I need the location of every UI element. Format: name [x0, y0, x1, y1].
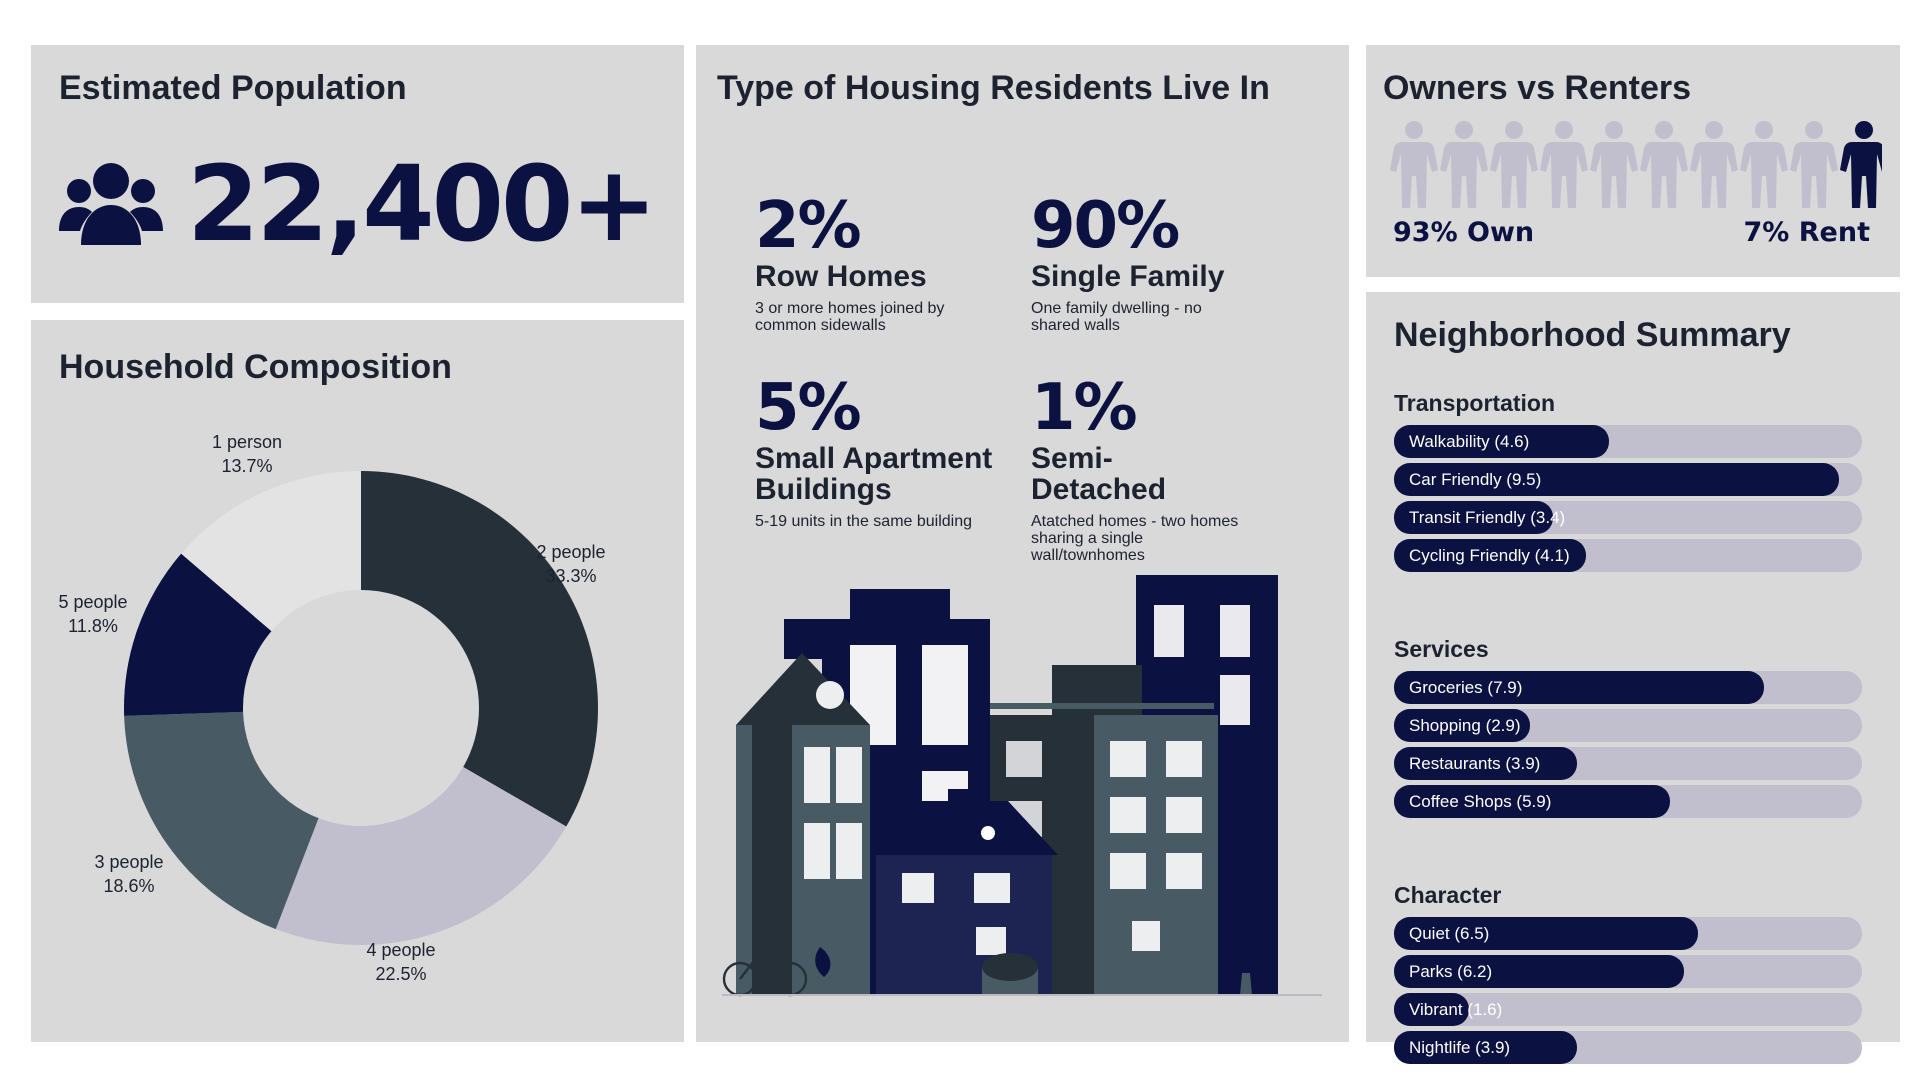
person-icon	[1390, 121, 1438, 208]
donut-label-name: 2 people	[536, 542, 606, 562]
housing-stat-description: 3 or more homes joined by common sidewalls	[755, 300, 945, 334]
housing-stat-percent: 1%	[1031, 371, 1136, 445]
score-bar-label: Vibrant (1.6)	[1409, 1000, 1503, 1019]
rent-percentage-label: 7% Rent	[1743, 217, 1870, 248]
household-composition-title: Household Composition	[59, 348, 452, 386]
score-bar-label: Nightlife (3.9)	[1409, 1038, 1511, 1057]
person-icon	[1490, 121, 1538, 208]
neighborhood-summary-title: Neighborhood Summary	[1394, 316, 1791, 354]
housing-stat-name: Semi- Detached	[1031, 442, 1167, 506]
score-bar-label: Coffee Shops (5.9)	[1409, 792, 1552, 811]
household-donut-chart	[31, 320, 684, 1042]
score-bar	[1394, 671, 1862, 704]
housing-stat-small-apartments	[755, 371, 1000, 530]
donut-label-3-people	[69, 850, 189, 898]
housing-stat-name: Single Family	[1031, 260, 1225, 293]
person-icon	[1690, 121, 1738, 208]
donut-label-value: 13.7%	[221, 456, 273, 476]
donut-label-name: 3 people	[94, 852, 164, 872]
donut-label-4-people	[341, 938, 461, 986]
category-title: Character	[1394, 882, 1502, 908]
person-icon	[1790, 121, 1838, 208]
score-bar	[1394, 501, 1862, 534]
housing-stat-name: Small Apartment Buildings	[755, 442, 993, 506]
people-group-icon	[59, 161, 163, 245]
person-icon	[1640, 121, 1688, 208]
score-bar-label: Quiet (6.5)	[1409, 924, 1490, 943]
score-bar	[1394, 747, 1862, 780]
housing-stat-name: Row Homes	[755, 260, 927, 293]
donut-label-name: 5 people	[58, 592, 128, 612]
score-bar-label: Car Friendly (9.5)	[1409, 470, 1542, 489]
score-bar	[1394, 955, 1862, 988]
housing-stat-description: 5-19 units in the same building	[755, 513, 973, 530]
donut-slice-2-people	[361, 471, 598, 827]
housing-stat-description: One family dwelling - no shared walls	[1031, 300, 1202, 334]
city-buildings-illustration	[722, 575, 1322, 1015]
neighborhood-summary-card	[1366, 292, 1900, 1057]
score-bar-label: Cycling Friendly (4.1)	[1409, 546, 1570, 565]
donut-label-2-people	[511, 540, 631, 588]
housing-stat-description: Atatched homes - two homes sharing a single wall/townhomes	[1031, 513, 1239, 564]
score-bar	[1394, 785, 1862, 818]
housing-stat-percent: 90%	[1031, 189, 1179, 263]
score-bar	[1394, 993, 1862, 1026]
donut-label-value: 18.6%	[103, 876, 155, 896]
housing-type-card	[696, 45, 1349, 1042]
donut-label-name: 4 people	[366, 940, 436, 960]
housing-stat-single-family	[1031, 189, 1231, 334]
owners-vs-renters-card	[1366, 45, 1900, 277]
housing-type-title: Type of Housing Residents Live In	[717, 69, 1270, 107]
estimated-population-card	[31, 45, 684, 303]
person-icon	[1590, 121, 1638, 208]
own-percentage-label: 93% Own	[1393, 217, 1535, 248]
score-bar	[1394, 463, 1862, 496]
household-composition-card	[31, 320, 684, 1042]
donut-label-name: 1 person	[211, 432, 283, 452]
owners-renters-person-icons	[1382, 118, 1882, 218]
score-bar	[1394, 917, 1862, 950]
score-bar-label: Shopping (2.9)	[1409, 716, 1521, 735]
estimated-population-title: Estimated Population	[59, 69, 407, 107]
donut-label-value: 33.3%	[545, 566, 597, 586]
category-title: Transportation	[1394, 390, 1556, 416]
person-icon	[1840, 121, 1882, 208]
score-bar-label: Walkability (4.6)	[1409, 432, 1530, 451]
population-value: 22,400+	[187, 143, 655, 265]
person-icon	[1540, 121, 1588, 208]
housing-stat-percent: 2%	[755, 189, 860, 263]
housing-stat-row-homes	[755, 189, 985, 334]
donut-label-5-people	[33, 590, 153, 638]
owners-vs-renters-title: Owners vs Renters	[1383, 69, 1692, 107]
score-bar-label: Restaurants (3.9)	[1409, 754, 1541, 773]
score-bar	[1394, 425, 1862, 458]
score-bar	[1394, 539, 1862, 572]
donut-label-value: 22.5%	[375, 964, 427, 984]
score-bar-label: Transit Friendly (3.4)	[1409, 508, 1566, 527]
housing-stat-semi-detached	[1031, 371, 1246, 564]
housing-stat-percent: 5%	[755, 371, 860, 445]
category-title: Services	[1394, 636, 1489, 662]
person-icon	[1740, 121, 1788, 208]
score-bar	[1394, 1031, 1862, 1064]
donut-label-value: 11.8%	[68, 616, 118, 636]
score-bar-label: Groceries (7.9)	[1409, 678, 1523, 697]
person-icon	[1440, 121, 1488, 208]
score-bar	[1394, 709, 1862, 742]
score-bar-label: Parks (6.2)	[1409, 962, 1493, 981]
donut-label-1-person	[187, 430, 307, 478]
